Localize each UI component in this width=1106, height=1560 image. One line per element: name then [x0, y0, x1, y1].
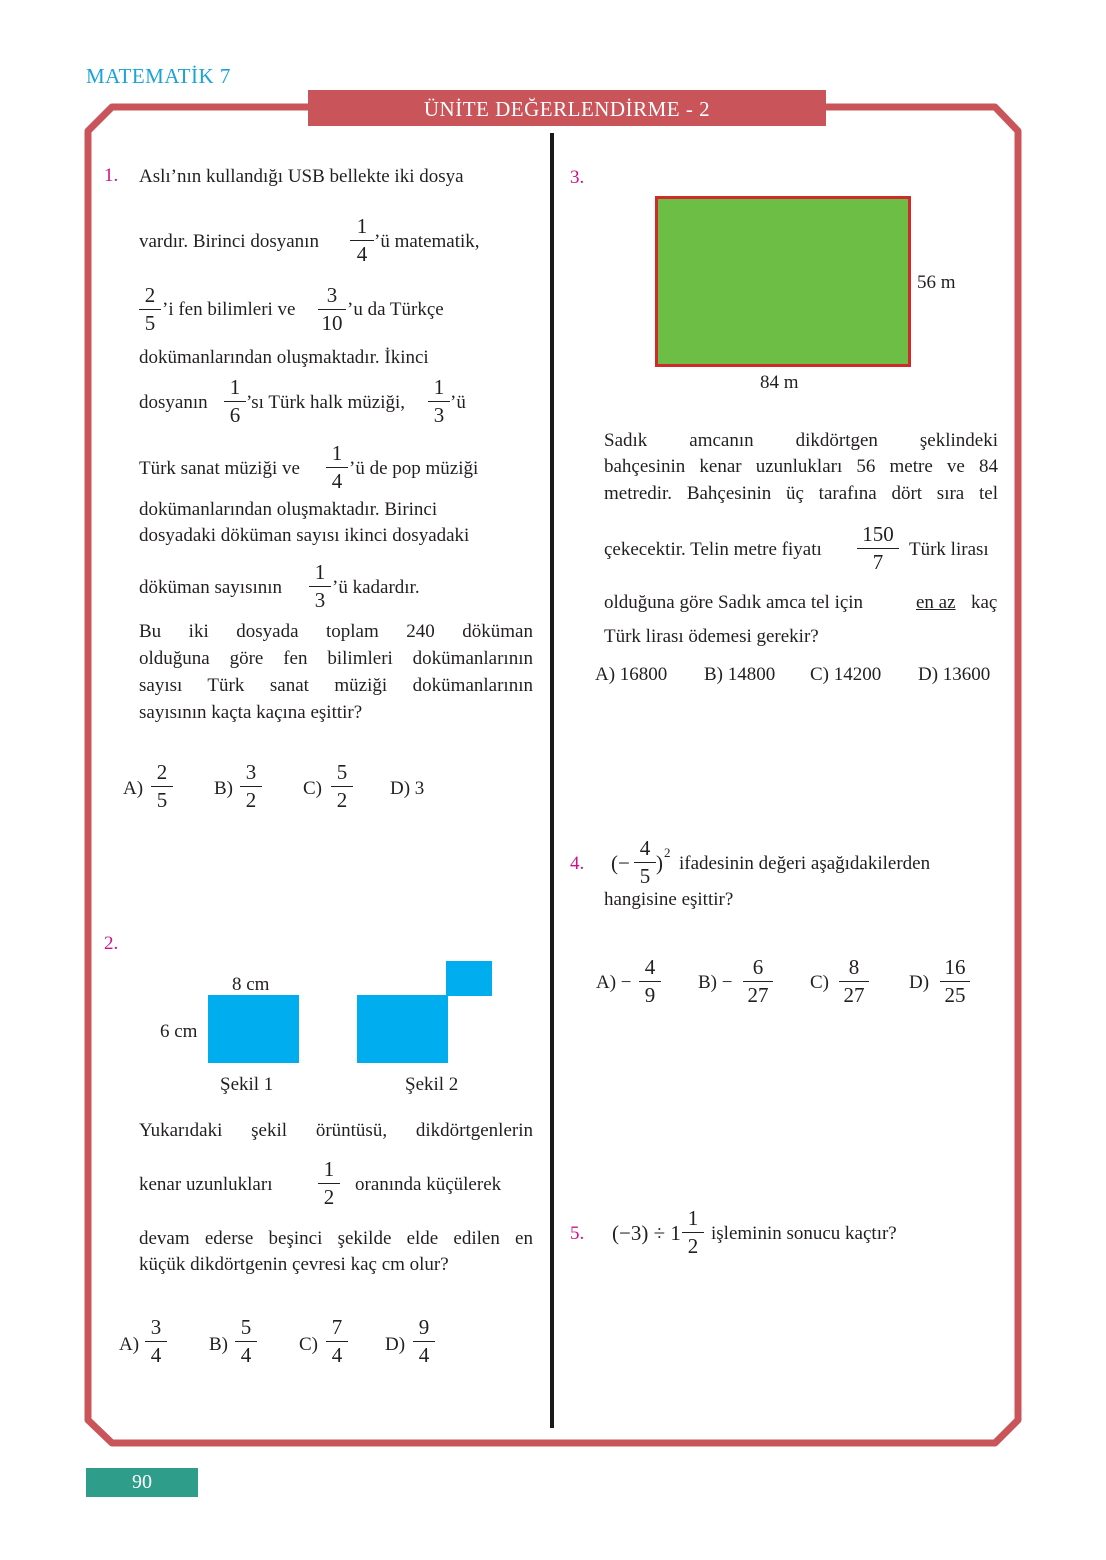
- fraction: [940, 955, 970, 1007]
- numerator: 2: [156, 760, 168, 784]
- question-text: bahçesinin kenar uzunlukları 56 metre ve 84: [604, 456, 998, 477]
- question-text: ’ü kadardır.: [332, 577, 420, 598]
- expression: (−3) ÷ 1: [612, 1221, 681, 1245]
- numerator: 16: [944, 955, 966, 979]
- denominator: 5: [144, 311, 156, 335]
- question-text: olduğuna göre Sadık amca tel için: [604, 592, 864, 613]
- denominator: 4: [331, 1343, 343, 1367]
- figure-2-large-rectangle: [357, 995, 448, 1063]
- denominator: 2: [687, 1234, 699, 1258]
- fraction: [309, 560, 331, 612]
- option-a[interactable]: A): [123, 778, 144, 799]
- side-length-label: 56 m: [917, 272, 956, 293]
- fraction: [743, 955, 773, 1007]
- question-text: ifadesinin değeri aşağıdakilerden: [679, 853, 931, 874]
- option-b[interactable]: B): [209, 1334, 228, 1355]
- question-text: sayısı Türk sanat müziği dokümanlarının: [139, 675, 533, 696]
- option-c[interactable]: C): [303, 778, 322, 799]
- denominator: 27: [843, 983, 865, 1007]
- option-d[interactable]: D) 3: [390, 778, 425, 799]
- numerator: 6: [752, 955, 764, 979]
- question-text: Türk lirası ödemesi gerekir?: [604, 626, 819, 647]
- fraction: [634, 836, 656, 888]
- option-a[interactable]: A) 16800: [595, 664, 668, 685]
- question-text: olduğuna göre fen bilimleri dokümanlarının: [139, 648, 533, 669]
- question-text: sayısının kaçta kaçına eşittir?: [139, 702, 363, 723]
- question-text: vardır. Birinci dosyanın: [139, 231, 319, 252]
- question-text: ’i fen bilimleri ve: [162, 299, 296, 320]
- denominator: 5: [639, 864, 651, 888]
- question-text: ’ü matematik,: [374, 231, 480, 252]
- numerator: 4: [644, 955, 656, 979]
- option-c[interactable]: C): [299, 1334, 318, 1355]
- question-number: 3.: [570, 167, 585, 188]
- emphasis-underline: en az: [916, 592, 956, 613]
- bottom-length-label: 84 m: [760, 372, 799, 393]
- fraction: [224, 375, 246, 427]
- option-a[interactable]: A) −: [596, 972, 632, 993]
- fraction: [235, 1315, 257, 1367]
- numerator: 3: [326, 283, 338, 307]
- numerator: 3: [150, 1315, 162, 1339]
- question-number: 5.: [570, 1223, 585, 1244]
- expression-open: (−: [611, 851, 630, 875]
- fraction: [857, 522, 899, 574]
- denominator: 7: [872, 550, 884, 574]
- question-text: ’sı Türk halk müziği,: [246, 392, 406, 413]
- denominator: 4: [331, 469, 343, 493]
- question-text: hangisine eşittir?: [604, 889, 734, 910]
- question-text: dokümanlarından oluşmaktadır. İkinci: [139, 347, 429, 368]
- numerator: 9: [418, 1315, 430, 1339]
- question-text: Bu iki dosyada toplam 240 döküman: [139, 621, 533, 642]
- option-c[interactable]: C) 14200: [810, 664, 882, 685]
- question-number: 2.: [104, 933, 119, 954]
- numerator: 3: [245, 760, 257, 784]
- question-text: Türk lirası: [909, 539, 989, 560]
- numerator: 2: [144, 283, 156, 307]
- denominator: 2: [323, 1185, 335, 1209]
- denominator: 4: [356, 242, 368, 266]
- denominator: 5: [156, 788, 168, 812]
- fraction: [331, 760, 353, 812]
- question-text: ’u da Türkçe: [347, 299, 444, 320]
- fraction: [139, 283, 161, 335]
- denominator: 3: [433, 403, 445, 427]
- fraction: [318, 1157, 340, 1209]
- numerator: 5: [240, 1315, 252, 1339]
- denominator: 25: [944, 983, 966, 1007]
- numerator: 1: [323, 1157, 335, 1181]
- question-text: Sadık amcanın dikdörtgen şeklindeki: [604, 430, 998, 451]
- option-d[interactable]: D): [385, 1334, 406, 1355]
- question-text: dosyanın: [139, 392, 208, 413]
- fraction: [350, 214, 374, 266]
- question-text: oranında küçülerek: [355, 1174, 502, 1195]
- option-a[interactable]: A): [119, 1334, 140, 1355]
- numerator: 1: [314, 560, 326, 584]
- numerator: 4: [639, 836, 651, 860]
- question-text: Yukarıdaki şekil örüntüsü, dikdörtgenlerin: [139, 1120, 533, 1141]
- question-number: 4.: [570, 853, 585, 874]
- option-c[interactable]: C): [810, 972, 829, 993]
- figure-1-label: Şekil 1: [220, 1074, 274, 1095]
- question-text: çekecektir. Telin metre fiyatı: [604, 539, 822, 560]
- fraction: [151, 760, 173, 812]
- unit-banner: ÜNİTE DEĞERLENDİRME - 2: [308, 90, 826, 126]
- question-text: kenar uzunlukları: [139, 1174, 273, 1195]
- denominator: 2: [245, 788, 257, 812]
- question-text: küçük dikdörtgenin çevresi kaç cm olur?: [139, 1254, 449, 1275]
- question-text: ’ü: [450, 392, 466, 413]
- denominator: 27: [747, 983, 769, 1007]
- page-number: 90: [86, 1468, 198, 1497]
- question-text: ’ü de pop müziği: [349, 458, 479, 479]
- width-label: 8 cm: [232, 974, 270, 995]
- book-title: MATEMATİK 7: [86, 64, 231, 88]
- numerator: 1: [433, 375, 445, 399]
- numerator: 150: [862, 522, 894, 546]
- denominator: 3: [314, 588, 326, 612]
- figure-2-label: Şekil 2: [405, 1074, 459, 1095]
- numerator: 1: [356, 214, 368, 238]
- fraction: [839, 955, 869, 1007]
- fraction: [326, 1315, 348, 1367]
- question-number: 1.: [104, 165, 119, 186]
- option-d[interactable]: D): [909, 972, 930, 993]
- question-text: döküman sayısının: [139, 577, 283, 598]
- question-text: Aslı’nın kullandığı USB bellekte iki dosya: [139, 166, 464, 187]
- figure-2-small-rectangle: [446, 961, 492, 996]
- fraction: [682, 1206, 704, 1258]
- denominator: 2: [336, 788, 348, 812]
- numerator: 8: [848, 955, 860, 979]
- fraction: [326, 441, 348, 493]
- fraction: [145, 1315, 167, 1367]
- fraction: [413, 1315, 435, 1367]
- numerator: 1: [331, 441, 343, 465]
- garden-rectangle: [655, 196, 911, 367]
- question-text: kaç: [971, 592, 998, 613]
- fraction: [428, 375, 450, 427]
- question-text: dosyadaki döküman sayısı ikinci dosyadaki: [139, 525, 470, 546]
- option-b[interactable]: B): [214, 778, 233, 799]
- exponent: 2: [664, 845, 671, 860]
- question-text: dokümanlarından oluşmaktadır. Birinci: [139, 499, 438, 520]
- question-text: metredir. Bahçesinin üç tarafına dört sıra tel: [604, 483, 998, 504]
- option-b[interactable]: B) 14800: [704, 664, 776, 685]
- fraction: [318, 283, 346, 335]
- question-text: Türk sanat müziği ve: [139, 458, 300, 479]
- fraction: [240, 760, 262, 812]
- denominator: 4: [150, 1343, 162, 1367]
- figure-1-rectangle: [208, 995, 299, 1063]
- height-label: 6 cm: [160, 1021, 198, 1042]
- denominator: 4: [240, 1343, 252, 1367]
- denominator: 6: [229, 403, 241, 427]
- denominator: 10: [321, 311, 343, 335]
- expression-close: ): [656, 851, 663, 875]
- numerator: 5: [336, 760, 348, 784]
- column-divider: [550, 133, 554, 1428]
- option-d[interactable]: D) 13600: [918, 664, 991, 685]
- question-text: işleminin sonucu kaçtır?: [711, 1223, 897, 1244]
- option-b[interactable]: B) −: [698, 972, 733, 993]
- question-text: devam ederse beşinci şekilde elde edilen en: [139, 1228, 533, 1249]
- denominator: 9: [644, 983, 656, 1007]
- numerator: 7: [331, 1315, 343, 1339]
- fraction: [639, 955, 661, 1007]
- numerator: 1: [687, 1206, 699, 1230]
- numerator: 1: [229, 375, 241, 399]
- denominator: 4: [418, 1343, 430, 1367]
